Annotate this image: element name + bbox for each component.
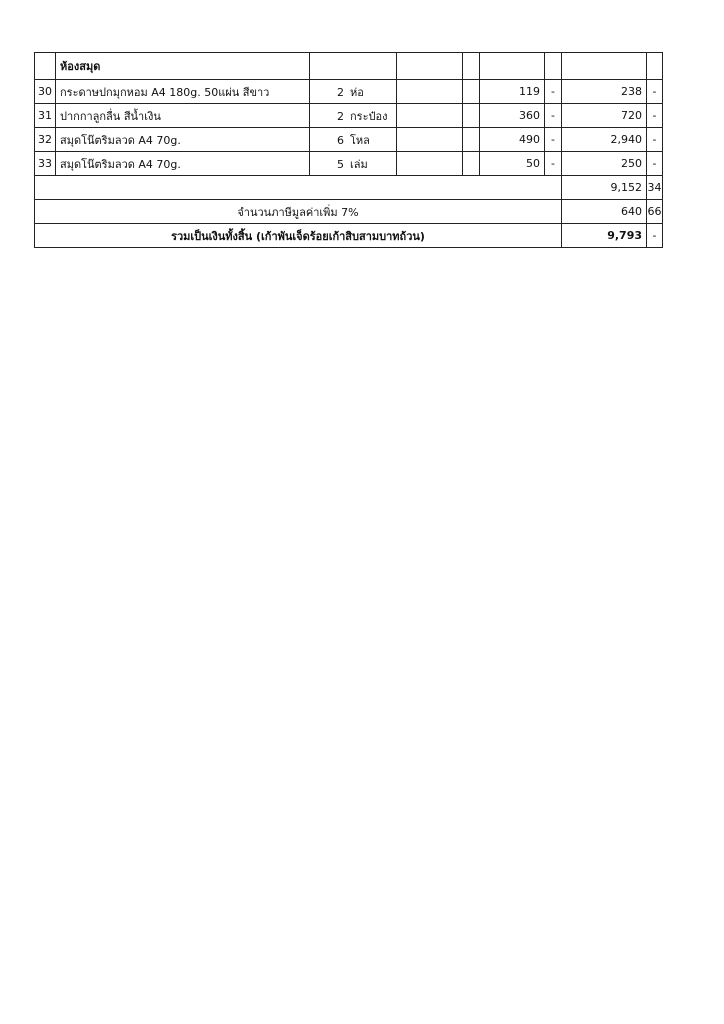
grand-total-amount: 9,793 [562, 224, 647, 248]
item-blank-cell [397, 128, 463, 152]
item-unit: เล่ม [350, 157, 368, 171]
item-name: สมุดโน๊ตริมลวด A4 70g. [56, 128, 310, 152]
item-blank-cell [463, 80, 480, 104]
item-blank-cell [463, 104, 480, 128]
items-table [34, 52, 663, 248]
subtotal-amount: 9,152 [562, 176, 647, 200]
item-qty: 2 [337, 109, 344, 123]
item-name: กระดาษปกมุกหอม A4 180g. 50แผ่น สีขาว [56, 80, 310, 104]
item-qty-cell [310, 152, 397, 176]
section-total-cents-cell [647, 53, 663, 80]
item-price-cents: - [545, 152, 562, 176]
vat-row [35, 200, 663, 224]
section-price-cell [480, 53, 545, 80]
vat-amount: 640 [562, 200, 647, 224]
item-qty: 2 [337, 85, 344, 99]
table-row [35, 128, 663, 152]
item-blank-cell [463, 152, 480, 176]
item-qty: 6 [337, 133, 344, 147]
item-total: 720 [562, 104, 647, 128]
item-price: 119 [480, 80, 545, 104]
vat-cents: 66 [647, 200, 663, 224]
item-name: ปากกาลูกลื่น สีน้ำเงิน [56, 104, 310, 128]
section-row [35, 53, 663, 80]
subtotal-label-cell [35, 176, 562, 200]
item-no: 31 [35, 104, 56, 128]
grand-total-cents: - [647, 224, 663, 248]
item-qty-cell [310, 104, 397, 128]
section-no-cell [35, 53, 56, 80]
item-total-cents: - [647, 128, 663, 152]
section-price-cents-cell [545, 53, 562, 80]
item-price: 490 [480, 128, 545, 152]
item-no: 30 [35, 80, 56, 104]
item-unit: กระป๋อง [350, 109, 388, 123]
section-blank-cell [463, 53, 480, 80]
item-total: 2,940 [562, 128, 647, 152]
item-qty-cell [310, 80, 397, 104]
item-blank-cell [397, 152, 463, 176]
section-blank-cell [397, 53, 463, 80]
item-blank-cell [397, 104, 463, 128]
section-total-cell [562, 53, 647, 80]
item-price: 50 [480, 152, 545, 176]
item-total-cents: - [647, 152, 663, 176]
item-price: 360 [480, 104, 545, 128]
item-price-cents: - [545, 104, 562, 128]
items-table-container [34, 52, 663, 248]
item-qty-cell [310, 128, 397, 152]
item-no: 32 [35, 128, 56, 152]
grand-total-row [35, 224, 663, 248]
item-price-cents: - [545, 80, 562, 104]
section-title: ห้องสมุด [56, 53, 310, 80]
table-row [35, 104, 663, 128]
subtotal-cents: 34 [647, 176, 663, 200]
grand-total-label: รวมเป็นเงินทั้งสิ้น (เก้าพันเจ็ดร้อยเก้าสิบสามบาทถ้วน) [35, 224, 562, 248]
section-qty-cell [310, 53, 397, 80]
table-row [35, 152, 663, 176]
item-blank-cell [397, 80, 463, 104]
item-unit: โหล [350, 133, 370, 147]
item-price-cents: - [545, 128, 562, 152]
item-blank-cell [463, 128, 480, 152]
subtotal-row [35, 176, 663, 200]
item-qty: 5 [337, 157, 344, 171]
item-no: 33 [35, 152, 56, 176]
item-total-cents: - [647, 80, 663, 104]
item-total-cents: - [647, 104, 663, 128]
item-unit: ห่อ [350, 85, 364, 99]
item-total: 238 [562, 80, 647, 104]
vat-label: จำนวนภาษีมูลค่าเพิ่ม 7% [35, 200, 562, 224]
table-row [35, 80, 663, 104]
item-name: สมุดโน๊ตริมลวด A4 70g. [56, 152, 310, 176]
item-total: 250 [562, 152, 647, 176]
